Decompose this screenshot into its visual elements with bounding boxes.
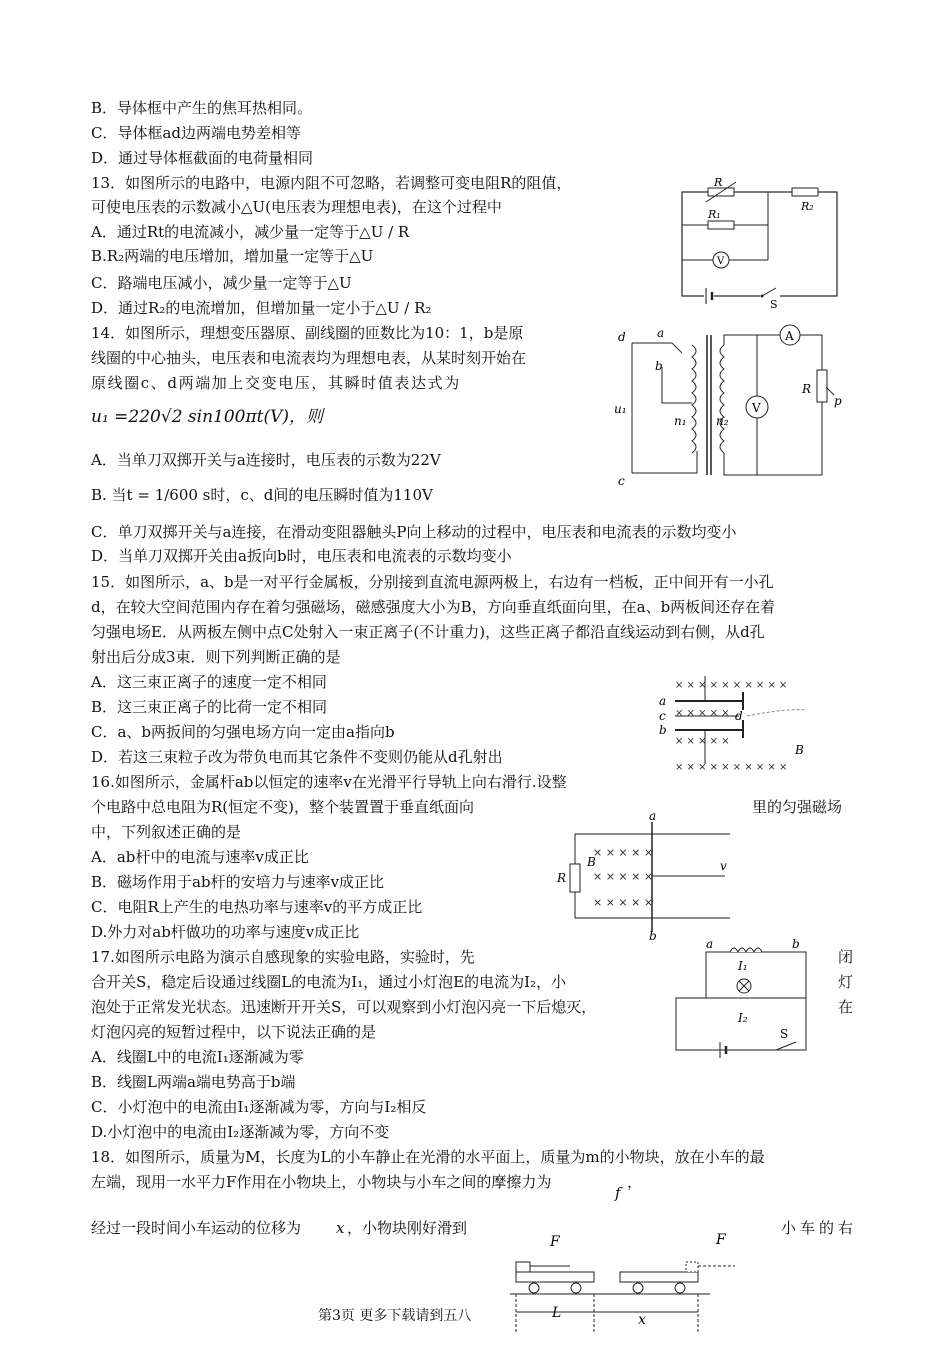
question-14-stem: 14．如图所示，理想变压器原、副线圈的匝数比为10：1，b是原 [91, 324, 524, 342]
fig14-label-c: c [618, 474, 625, 488]
question-14-option-d: D．当单刀双掷开关由a扳向b时，电压表和电流表的示数均变小 [91, 547, 512, 565]
question-13-option-a: A．通过Rt的电流减小，减少量一定等于△U / R [91, 223, 410, 241]
question-17-stem: 灯 [838, 973, 854, 991]
question-13-stem: 可使电压表的示数减小△U(电压表为理想电表)，在这个过程中 [91, 198, 502, 216]
question-14-option-a: A．当单刀双掷开关与a连接时，电压表的示数为22V [91, 451, 441, 469]
fig14-ammeter-label: A [785, 329, 794, 343]
question-17-option-d: D.小灯泡中的电流由I₂逐渐减为零，方向不变 [91, 1123, 390, 1141]
question-18-stem: 18．如图所示，质量为M，长度为L的小车静止在光滑的水平面上，质量为m的小物块，放在小车的最 [91, 1148, 765, 1166]
question-13-option-d: D．通过R₂的电流增加，但增加量一定小于△U / R₂ [91, 299, 432, 317]
svg-text:× × × × ×: × × × × × [593, 870, 654, 883]
fig16-label-r: R [557, 871, 567, 885]
question-18-stem: ，小物块刚好滑到 [347, 1219, 468, 1237]
fig15-label-a: a [659, 694, 667, 708]
figure-18-cart [510, 1232, 740, 1346]
svg-text:× × × × ×: × × × × × [675, 708, 730, 719]
question-18-stem: 小车的右 [781, 1219, 858, 1237]
question-14-stem: 线圈的中心抽头，电压表和电流表均为理想电表，从某时刻开始在 [91, 349, 527, 367]
figure-14-transformer [612, 325, 852, 494]
svg-text:× × × × ×: × × × × × [593, 846, 654, 859]
question-17-stem: 闭 [838, 948, 854, 966]
question-17-option-b: B．线圈L两端a端电势高于b端 [91, 1073, 296, 1091]
text-line: B．导体框中产生的焦耳热相同。 [91, 99, 313, 117]
question-18-f: f [615, 1184, 621, 1202]
question-16-stem: 里的匀强磁场 [752, 798, 843, 816]
question-15-option-a: A．这三束正离子的速度一定不相同 [91, 673, 327, 691]
text-line: D．通过导体框截面的电荷量相同 [91, 149, 314, 167]
fig13-label-s: S [770, 298, 778, 311]
question-15-option-c: C．a、b两扳间的匀强电场方向一定由a指向b [91, 723, 395, 741]
fig16-label-a: a [649, 809, 657, 823]
question-17-stem: 泡处于正常发光状态。迅速断开开关S，可以观察到小灯泡闪亮一下后熄灭， [91, 998, 597, 1016]
question-16-option-d: D.外力对ab杆做功的功率与速度v成正比 [91, 923, 360, 941]
svg-text:× × × × × × × × × ×: × × × × × × × × × × [675, 680, 788, 691]
figure-16-rails [555, 809, 735, 946]
fig14-label-b: b [655, 359, 663, 373]
fig16-label-b: b [649, 929, 657, 943]
page-footer: 第3页 更多下载请到五八 [318, 1308, 472, 1324]
question-17-option-a: A．线圈L中的电流I₁逐渐减为零 [91, 1048, 304, 1066]
figure-13-circuit [676, 176, 846, 311]
fig18-label-l: L [552, 1305, 562, 1321]
question-15-option-b: B．这三束正离子的比荷一定不相同 [91, 698, 328, 716]
question-15-stem: 15．如图所示，a、b是一对平行金属板，分别接到直流电源两极上，右边有一档板，正中间开有一小孔 [91, 573, 774, 591]
question-13-stem: 13．如图所示的电路中，电源内阻不可忽略，若调整可变电阻R的阻值， [91, 174, 572, 192]
fig14-label-p: p [834, 394, 842, 408]
fig14-voltmeter-label: V [752, 401, 761, 415]
question-16-option-b: B．磁场作用于ab杆的安培力与速率v成正比 [91, 873, 385, 891]
svg-text:× × × × ×: × × × × × [675, 736, 730, 747]
question-17-stem: 合开关S，稳定后设通过线圈L的电流为I₁，通过小灯泡E的电流为I₂，小 [91, 973, 567, 991]
question-14-option-c: C．单刀双掷开关与a连接，在滑动变阻器触头P向上移动的过程中，电压表和电流表的示数均变小 [91, 523, 737, 541]
fig13-label-r1: R₁ [708, 208, 721, 221]
fig15-label-d: d [735, 709, 743, 723]
question-17-stem: 灯泡闪亮的短暂过程中，以下说法正确的是 [91, 1023, 377, 1041]
fig17-label-a: a [706, 937, 714, 951]
question-17-stem: 在 [838, 998, 854, 1016]
question-16-stem: 中，下列叙述正确的是 [91, 823, 242, 841]
question-18-stem: 经过一段时间小车运动的位移为 [91, 1219, 302, 1237]
question-17-stem: 17.如图所示电路为演示自感现象的实验电路，实验时，先 [91, 948, 475, 966]
question-16-stem: 个电路中总电阻为R(恒定不变)，整个装置置于垂直纸面向 [91, 798, 475, 816]
question-15-stem: 射出后分成3束．则下列判断正确的是 [91, 648, 341, 666]
fig13-label-r2: R₂ [801, 200, 814, 213]
figure-15-plates [655, 672, 845, 781]
fig18-label-f2: F [716, 1232, 726, 1248]
question-15-option-d: D．若这三束粒子改为带负电而其它条件不变则仍能从d孔射出 [91, 748, 503, 766]
question-18-x: x [336, 1219, 345, 1237]
fig16-label-v: v [720, 859, 727, 873]
svg-text:× × × × ×: × × × × × [593, 896, 654, 909]
fig14-label-n2: n₂ [716, 414, 729, 428]
fig18-label-f1: F [550, 1234, 560, 1250]
question-16-option-a: A．ab杆中的电流与速率v成正比 [91, 848, 309, 866]
fig16-label-b-field: B [587, 855, 596, 869]
fig17-label-s: S [780, 1027, 789, 1041]
fig15-label-c: c [659, 709, 666, 723]
svg-text:× × × × × × × × × ×: × × × × × × × × × × [675, 762, 788, 773]
fig17-label-i1: I₁ [738, 959, 748, 973]
question-13-option-c: C．路端电压减小，减少量一定等于△U [91, 274, 352, 292]
question-14-option-b: B. 当t = 1/600 s时，c、d间的电压瞬时值为110V [91, 486, 433, 504]
fig15-label-b: b [659, 723, 667, 737]
question-16-option-c: C．电阻R上产生的电热功率与速率v的平方成正比 [91, 898, 423, 916]
question-13-option-b: B.R₂两端的电压增加，增加量一定等于△U [91, 247, 374, 265]
fig18-label-x: x [638, 1312, 646, 1328]
fig14-label-u1: u₁ [614, 402, 627, 416]
question-17-option-c: C．小灯泡中的电流由I₁逐渐减为零，方向与I₂相反 [91, 1098, 427, 1116]
figure-17-inductance [676, 938, 826, 1062]
question-16-stem: 16.如图所示，金属杆ab以恒定的速率v在光滑平行导轨上向右滑行.设整 [91, 773, 567, 791]
fig15-label-b-field: B [795, 743, 804, 757]
fig14-label-a: a [657, 326, 665, 340]
question-15-stem: d，在较大空间范围内存在着匀强磁场，磁感强度大小为B，方向垂直纸面向里，在a、b两板间还存在着 [91, 598, 776, 616]
question-14-stem: 原线圈c、d两端加上交变电压，其瞬时值表达式为 [91, 374, 461, 392]
question-14-formula: u₁ =220√2 sin100πt(V)，则 [91, 407, 324, 427]
fig14-label-d: d [618, 330, 626, 344]
fig17-label-b: b [792, 937, 800, 951]
question-18-comma: ， [627, 1173, 643, 1191]
fig13-voltmeter-label: V [717, 256, 725, 267]
fig13-label-r: R [714, 176, 723, 189]
question-18-stem: 左端，现用一水平力F作用在小物块上，小物块与小车之间的摩擦力为 [91, 1173, 552, 1191]
fig14-label-r: R [802, 382, 812, 396]
text-line: C．导体框ad边两端电势差相等 [91, 124, 302, 142]
question-15-stem: 匀强电场E．从两板左侧中点C处射入一束正离子(不计重力)，这些正离子都沿直线运动到右侧，从d孔 [91, 623, 765, 641]
fig14-label-n1: n₁ [674, 414, 687, 428]
fig17-label-i2: I₂ [738, 1011, 748, 1025]
